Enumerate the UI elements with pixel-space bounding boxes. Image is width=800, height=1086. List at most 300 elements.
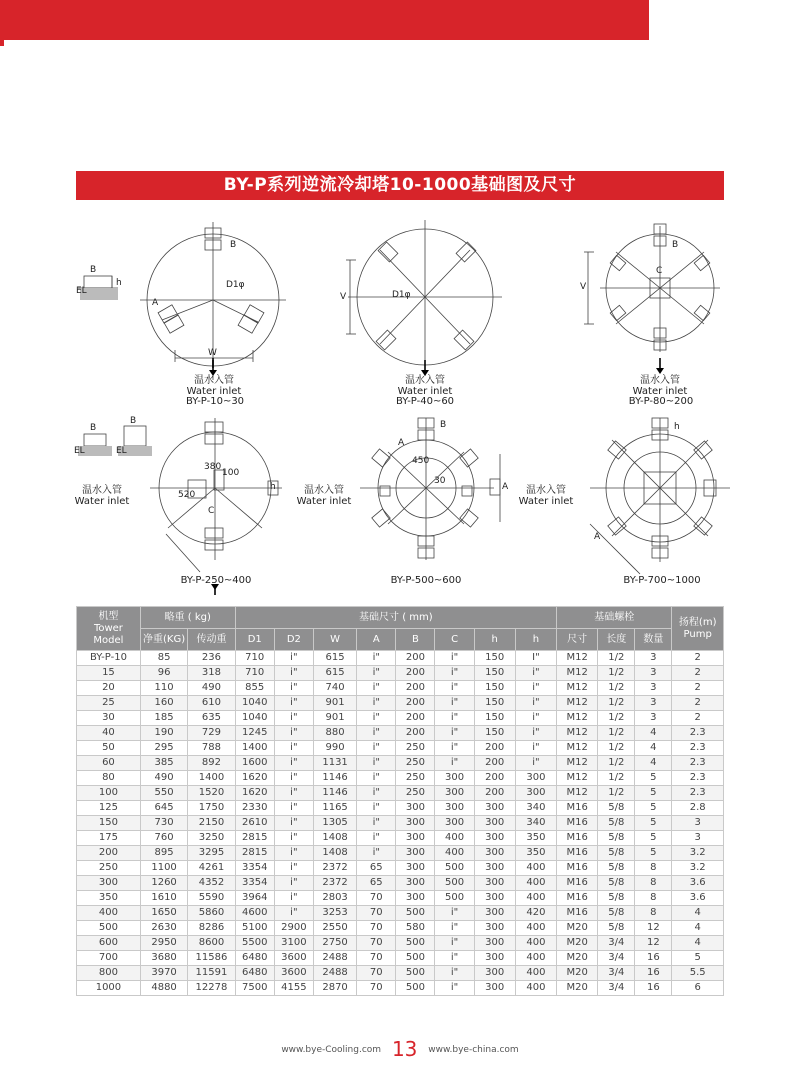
caption-2: BY-P-40~60 — [395, 396, 455, 407]
dim-label-380: 380 — [204, 462, 222, 472]
table-cell: 400 — [77, 906, 141, 921]
table-cell: i" — [274, 696, 313, 711]
table-cell: 2488 — [313, 951, 356, 966]
table-cell: 1146 — [313, 786, 356, 801]
table-cell: 300 — [474, 876, 515, 891]
table-row — [77, 861, 724, 876]
footer-left-url[interactable]: www.bye-Cooling.com — [281, 1045, 382, 1055]
table-cell: 901 — [313, 696, 356, 711]
table-cell: 400 — [515, 981, 556, 996]
table-cell: i" — [435, 681, 474, 696]
dim-label-el-4b: EL — [116, 446, 127, 456]
table-cell: 385 — [140, 756, 187, 771]
table-cell: 5/8 — [598, 921, 635, 936]
table-cell: i" — [357, 756, 396, 771]
table-cell: i" — [435, 936, 474, 951]
subheader-cell: B — [396, 629, 435, 651]
table-cell: 8 — [635, 906, 672, 921]
dim-label-a-6: A — [594, 532, 601, 542]
table-cell: 5/8 — [598, 891, 635, 906]
table-cell: 200 — [396, 726, 435, 741]
table-cell: i" — [515, 741, 556, 756]
table-cell: i" — [274, 876, 313, 891]
table-cell: 200 — [396, 711, 435, 726]
table-cell: 160 — [140, 696, 187, 711]
subheader-cell: 传动重 — [188, 629, 235, 651]
table-cell: 3.6 — [672, 891, 724, 906]
table-cell: 490 — [188, 681, 235, 696]
table-cell: 60 — [77, 756, 141, 771]
table-row — [77, 681, 724, 696]
subheader-cell: W — [313, 629, 356, 651]
table-cell: 4 — [635, 741, 672, 756]
table-cell: 730 — [140, 816, 187, 831]
table-cell: i" — [357, 666, 396, 681]
table-cell: 300 — [474, 966, 515, 981]
table-cell: 580 — [396, 921, 435, 936]
table-cell: 3964 — [235, 891, 274, 906]
table-cell: 1520 — [188, 786, 235, 801]
table-cell: i" — [274, 801, 313, 816]
table-cell: 175 — [77, 831, 141, 846]
table-cell: 1/2 — [598, 741, 635, 756]
table-cell: 7500 — [235, 981, 274, 996]
table-cell: 420 — [515, 906, 556, 921]
table-cell: 5 — [635, 846, 672, 861]
table-cell: 1750 — [188, 801, 235, 816]
table-cell: M16 — [557, 831, 598, 846]
table-cell: i" — [515, 696, 556, 711]
table-cell: 4352 — [188, 876, 235, 891]
table-cell: 300 — [396, 876, 435, 891]
table-cell: 11586 — [188, 951, 235, 966]
inlet-label-2: 温水入管 Water inlet — [397, 375, 453, 397]
table-cell: 70 — [357, 936, 396, 951]
table-cell: 3253 — [313, 906, 356, 921]
page-title: BY-P系列逆流冷却塔10-1000基础图及尺寸 — [76, 171, 724, 200]
top-red-bar — [0, 0, 649, 40]
table-cell: 1400 — [188, 771, 235, 786]
table-row — [77, 831, 724, 846]
table-cell: 2 — [672, 696, 724, 711]
header-bolt: 基础螺栓 — [557, 607, 672, 629]
inlet-label-3: 温水入管 Water inlet — [632, 375, 688, 397]
table-cell: 3250 — [188, 831, 235, 846]
table-cell: 300 — [474, 936, 515, 951]
table-cell: 300 — [396, 801, 435, 816]
table-cell: 5/8 — [598, 816, 635, 831]
table-cell: M16 — [557, 846, 598, 861]
table-cell: 70 — [357, 921, 396, 936]
table-cell: i" — [435, 921, 474, 936]
table-cell: 500 — [396, 951, 435, 966]
table-cell: 1400 — [235, 741, 274, 756]
table-cell: 16 — [635, 951, 672, 966]
table-cell: 4 — [672, 921, 724, 936]
table-cell: 500 — [396, 966, 435, 981]
table-cell: 2330 — [235, 801, 274, 816]
table-cell: 70 — [357, 906, 396, 921]
table-cell: 3/4 — [598, 981, 635, 996]
table-cell: M16 — [557, 801, 598, 816]
table-cell: 300 — [515, 786, 556, 801]
table-cell: 2372 — [313, 861, 356, 876]
table-cell: 1600 — [235, 756, 274, 771]
header-weight: 略重 ( kg) — [140, 607, 235, 629]
table-cell: 4880 — [140, 981, 187, 996]
table-cell: 1000 — [77, 981, 141, 996]
table-cell: 500 — [435, 861, 474, 876]
table-cell: i" — [357, 711, 396, 726]
dim-label-h-4: h — [270, 482, 276, 492]
table-cell: 4155 — [274, 981, 313, 996]
table-row — [77, 981, 724, 996]
table-cell: 1408 — [313, 831, 356, 846]
table-cell: M20 — [557, 951, 598, 966]
table-cell: 8 — [635, 861, 672, 876]
table-cell: 615 — [313, 666, 356, 681]
table-cell: 4 — [672, 936, 724, 951]
table-cell: 70 — [357, 966, 396, 981]
subheader-cell: 尺寸 — [557, 629, 598, 651]
header-model: 机型 Tower Model — [77, 607, 141, 651]
table-cell: 150 — [474, 726, 515, 741]
table-cell: 2900 — [274, 921, 313, 936]
table-cell: 3295 — [188, 846, 235, 861]
caption-3: BY-P-80~200 — [628, 396, 694, 407]
table-cell: 5500 — [235, 936, 274, 951]
table-cell: 500 — [396, 981, 435, 996]
table-cell: 300 — [474, 891, 515, 906]
table-row — [77, 921, 724, 936]
table-cell: 300 — [396, 846, 435, 861]
table-cell: i" — [435, 951, 474, 966]
table-cell: 2 — [672, 711, 724, 726]
table-cell: 1/2 — [598, 696, 635, 711]
table-cell: 6 — [672, 981, 724, 996]
table-cell: 1165 — [313, 801, 356, 816]
table-row — [77, 726, 724, 741]
table-cell: M12 — [557, 756, 598, 771]
table-row — [77, 651, 724, 666]
table-cell: 800 — [77, 966, 141, 981]
table-cell: 788 — [188, 741, 235, 756]
table-cell: 500 — [435, 876, 474, 891]
footer — [0, 1037, 800, 1061]
table-cell: 300 — [435, 801, 474, 816]
dim-label-520: 520 — [178, 490, 196, 500]
table-cell: 2750 — [313, 936, 356, 951]
table-cell: 236 — [188, 651, 235, 666]
table-row — [77, 711, 724, 726]
table-cell: i" — [357, 726, 396, 741]
diagram-2 — [346, 220, 502, 376]
table-cell: 300 — [474, 816, 515, 831]
table-cell: 300 — [474, 846, 515, 861]
dim-label-w-1: W — [208, 348, 217, 358]
table-cell: 700 — [77, 951, 141, 966]
table-cell: M12 — [557, 726, 598, 741]
table-cell: 250 — [396, 756, 435, 771]
table-cell: 300 — [474, 906, 515, 921]
table-cell: M16 — [557, 891, 598, 906]
table-cell: 350 — [515, 831, 556, 846]
table-cell: 250 — [396, 741, 435, 756]
table-cell: 25 — [77, 696, 141, 711]
table-cell: M12 — [557, 681, 598, 696]
table-cell: i" — [435, 711, 474, 726]
table-cell: 1/2 — [598, 651, 635, 666]
table-cell: 200 — [396, 666, 435, 681]
table-cell: 300 — [435, 786, 474, 801]
table-cell: 16 — [635, 966, 672, 981]
table-cell: i" — [274, 816, 313, 831]
table-cell: 5/8 — [598, 831, 635, 846]
table-cell: 3600 — [274, 966, 313, 981]
table-cell: 1/2 — [598, 681, 635, 696]
table-cell: 892 — [188, 756, 235, 771]
table-cell: 5860 — [188, 906, 235, 921]
dim-label-b: B — [90, 265, 97, 275]
subheader-cell: 长度 — [598, 629, 635, 651]
inlet-label-1: 温水入管 Water inlet — [186, 375, 242, 397]
table-cell: 200 — [474, 771, 515, 786]
table-cell: 400 — [515, 936, 556, 951]
table-cell: 710 — [235, 666, 274, 681]
table-cell: 500 — [77, 921, 141, 936]
table-cell: 300 — [515, 771, 556, 786]
table-cell: 150 — [77, 816, 141, 831]
table-cell: 2.3 — [672, 741, 724, 756]
dim-label-b-3: B — [672, 240, 679, 250]
table-cell: M16 — [557, 876, 598, 891]
table-cell: 1305 — [313, 816, 356, 831]
header-pump: 扬程(m) Pump — [672, 607, 724, 651]
table-cell: i" — [357, 786, 396, 801]
table-cell: 318 — [188, 666, 235, 681]
table-cell: 300 — [474, 801, 515, 816]
table-cell: 2150 — [188, 816, 235, 831]
table-row — [77, 876, 724, 891]
table-cell: 80 — [77, 771, 141, 786]
table-cell: 2815 — [235, 831, 274, 846]
dim-label-450: 450 — [412, 456, 430, 466]
table-cell: 2.3 — [672, 756, 724, 771]
table-cell: i" — [357, 696, 396, 711]
table-cell: i" — [274, 861, 313, 876]
table-cell: 1245 — [235, 726, 274, 741]
table-cell: 300 — [435, 816, 474, 831]
table-cell: 65 — [357, 861, 396, 876]
inlet-label-5: 温水入管 Water inlet — [296, 485, 352, 507]
table-row — [77, 936, 724, 951]
table-cell: 8600 — [188, 936, 235, 951]
table-cell: 185 — [140, 711, 187, 726]
table-cell: 12 — [635, 921, 672, 936]
table-cell: 200 — [396, 651, 435, 666]
table-cell: 400 — [435, 831, 474, 846]
table-cell: 400 — [435, 846, 474, 861]
table-cell: 250 — [77, 861, 141, 876]
table-cell: 15 — [77, 666, 141, 681]
table-cell: M12 — [557, 741, 598, 756]
table-cell: M12 — [557, 711, 598, 726]
dim-label-a-1: A — [152, 298, 159, 308]
table-cell: 70 — [357, 981, 396, 996]
table-cell: i" — [435, 741, 474, 756]
table-row — [77, 786, 724, 801]
table-cell: 4 — [635, 756, 672, 771]
table-cell: 1/2 — [598, 786, 635, 801]
table-row — [77, 756, 724, 771]
dim-label-c-4: C — [208, 506, 215, 516]
table-cell: i" — [274, 726, 313, 741]
dim-label-a-5b: A — [502, 482, 509, 492]
table-cell: 30 — [77, 711, 141, 726]
caption-5: BY-P-500~600 — [390, 575, 462, 586]
table-cell: 895 — [140, 846, 187, 861]
table-cell: 2 — [672, 666, 724, 681]
table-cell: 190 — [140, 726, 187, 741]
table-cell: 740 — [313, 681, 356, 696]
table-cell: 200 — [474, 756, 515, 771]
table-cell: 65 — [357, 876, 396, 891]
table-cell: 990 — [313, 741, 356, 756]
table-cell: 3600 — [274, 951, 313, 966]
page-number: 13 — [391, 1037, 418, 1061]
table-cell: i" — [515, 726, 556, 741]
table-cell: M20 — [557, 936, 598, 951]
table-cell: 490 — [140, 771, 187, 786]
table-cell: 615 — [313, 651, 356, 666]
footer-right-url[interactable]: www.bye-china.com — [428, 1045, 519, 1055]
table-cell: i" — [357, 801, 396, 816]
table-cell: 110 — [140, 681, 187, 696]
table-cell: 2815 — [235, 846, 274, 861]
table-cell: M12 — [557, 666, 598, 681]
inlet-label-6: 温水入管 Water inlet — [518, 485, 574, 507]
table-cell: 500 — [396, 906, 435, 921]
subheader-cell: h — [474, 629, 515, 651]
table-cell: I" — [515, 651, 556, 666]
table-cell: 1146 — [313, 771, 356, 786]
table-cell: 3 — [635, 696, 672, 711]
table-cell: 350 — [515, 846, 556, 861]
table-cell: 340 — [515, 816, 556, 831]
dim-label-v-2: V — [340, 292, 347, 302]
table-cell: 11591 — [188, 966, 235, 981]
table-cell: 3.2 — [672, 846, 724, 861]
table-cell: 250 — [396, 771, 435, 786]
table-cell: 8286 — [188, 921, 235, 936]
table-cell: 3970 — [140, 966, 187, 981]
table-cell: 3680 — [140, 951, 187, 966]
caption-4: BY-P-250~400 — [180, 575, 252, 586]
table-cell: 300 — [474, 921, 515, 936]
table-cell: 2.3 — [672, 786, 724, 801]
subheader-cell: D2 — [274, 629, 313, 651]
diagram-6 — [590, 418, 730, 574]
table-row — [77, 666, 724, 681]
table-cell: 880 — [313, 726, 356, 741]
table-cell: 710 — [235, 651, 274, 666]
table-cell: 3/4 — [598, 936, 635, 951]
table-cell: i" — [515, 711, 556, 726]
table-cell: 1/2 — [598, 771, 635, 786]
caption-1: BY-P-10~30 — [185, 396, 245, 407]
table-cell: 100 — [77, 786, 141, 801]
table-cell: 2630 — [140, 921, 187, 936]
table-cell: 5 — [635, 831, 672, 846]
table-cell: 5/8 — [598, 876, 635, 891]
table-cell: 300 — [396, 816, 435, 831]
table-row — [77, 906, 724, 921]
table-cell: 4 — [672, 906, 724, 921]
table-cell: 20 — [77, 681, 141, 696]
diagram-5 — [360, 418, 500, 560]
table-cell: 1040 — [235, 696, 274, 711]
table-cell: M12 — [557, 696, 598, 711]
table-cell: i" — [274, 846, 313, 861]
table-cell: 150 — [474, 696, 515, 711]
table-cell: 645 — [140, 801, 187, 816]
table-cell: 2 — [672, 651, 724, 666]
table-cell: 1260 — [140, 876, 187, 891]
subheader-cell: 净重(KG) — [140, 629, 187, 651]
table-row — [77, 741, 724, 756]
table-cell: 300 — [396, 831, 435, 846]
table-cell: 70 — [357, 891, 396, 906]
table-cell: 855 — [235, 681, 274, 696]
table-cell: i" — [515, 756, 556, 771]
table-cell: 2870 — [313, 981, 356, 996]
table-cell: 3/4 — [598, 951, 635, 966]
table-cell: i" — [274, 681, 313, 696]
inlet-label-4: 温水入管 Water inlet — [74, 485, 130, 507]
table-cell: i" — [435, 981, 474, 996]
table-cell: 400 — [515, 966, 556, 981]
table-cell: 150 — [474, 666, 515, 681]
table-cell: 200 — [396, 696, 435, 711]
table-cell: 6480 — [235, 966, 274, 981]
table-cell: 550 — [140, 786, 187, 801]
table-cell: 300 — [474, 951, 515, 966]
table-cell: 70 — [357, 951, 396, 966]
table-cell: 3 — [635, 711, 672, 726]
table-cell: 150 — [474, 711, 515, 726]
table-cell: i" — [274, 786, 313, 801]
table-cell: 5590 — [188, 891, 235, 906]
table-cell: 250 — [396, 786, 435, 801]
table-cell: 600 — [77, 936, 141, 951]
table-cell: 3100 — [274, 936, 313, 951]
table-row — [77, 696, 724, 711]
table-cell: 350 — [77, 891, 141, 906]
table-cell: 2610 — [235, 816, 274, 831]
dim-label-b-4b: B — [130, 416, 137, 426]
dim-label-el: EL — [76, 286, 87, 296]
table-cell: i" — [274, 906, 313, 921]
table-cell: 96 — [140, 666, 187, 681]
dim-label-d1-2: D1φ — [392, 290, 411, 300]
table-cell: M20 — [557, 966, 598, 981]
table-cell: i" — [274, 741, 313, 756]
table-cell: 4261 — [188, 861, 235, 876]
dim-label-h-6: h — [674, 422, 680, 432]
table-cell: 2.3 — [672, 726, 724, 741]
table-cell: 1620 — [235, 771, 274, 786]
dim-label-b-1: B — [230, 240, 237, 250]
